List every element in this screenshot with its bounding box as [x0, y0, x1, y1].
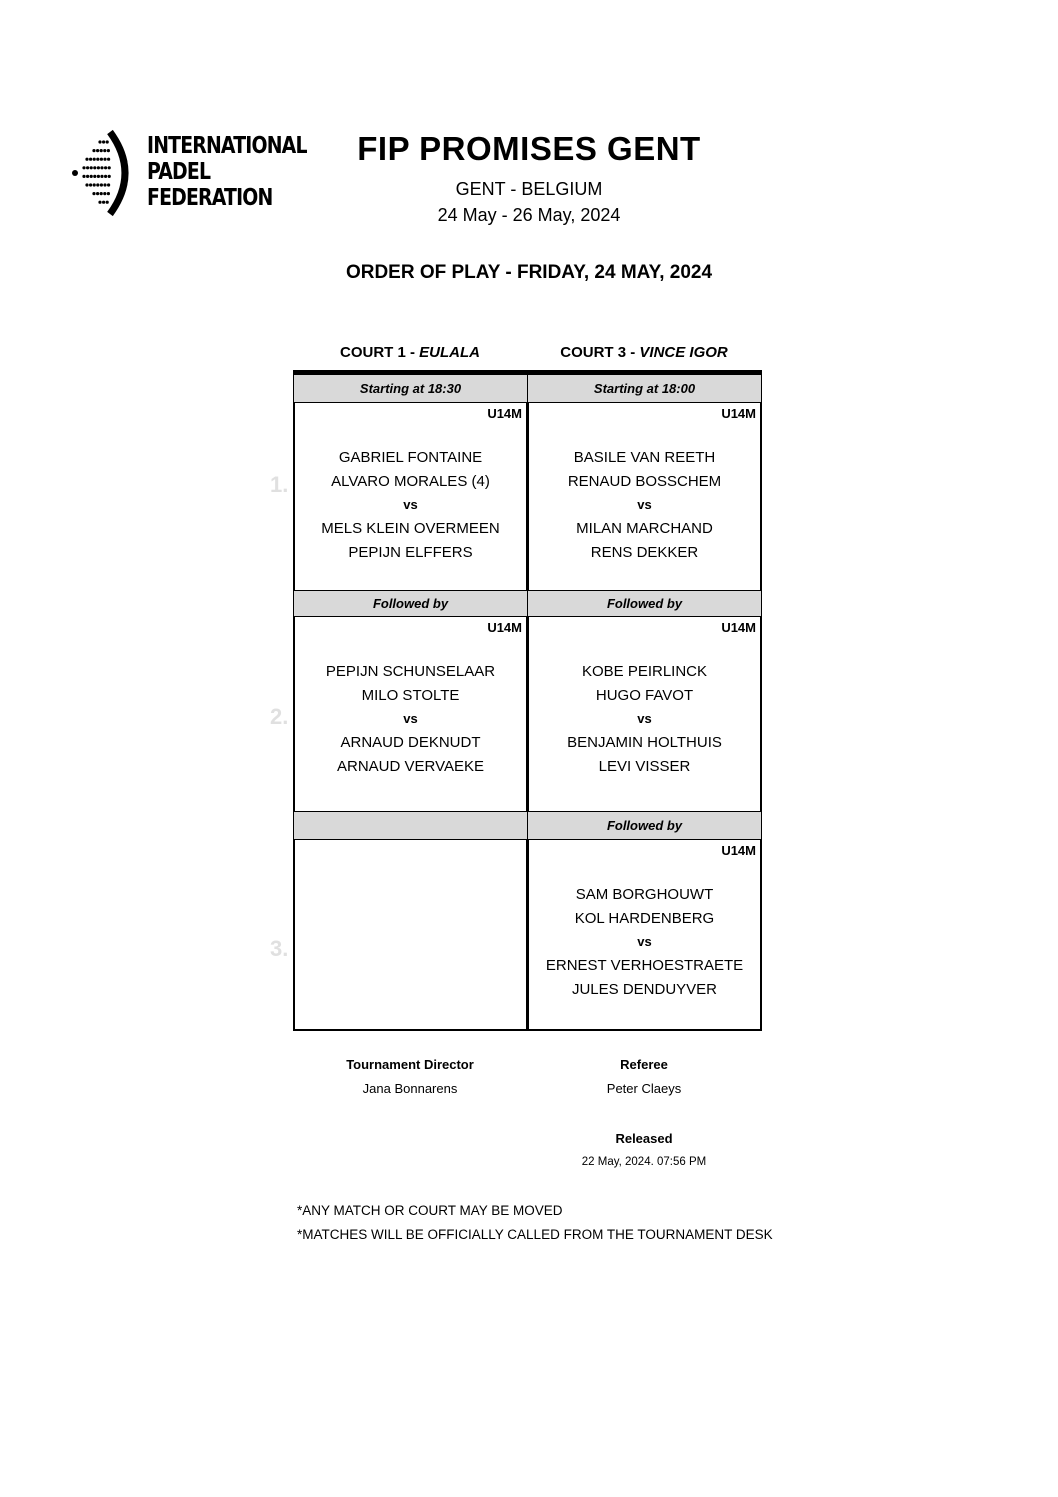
- logo-dot: [108, 175, 111, 178]
- tournament-dates: 24 May - 26 May, 2024: [437, 205, 621, 225]
- court-1-heading: [293, 344, 527, 361]
- logo-dot: [98, 201, 101, 204]
- logo-dot: [92, 149, 95, 152]
- logo-dot: [97, 175, 100, 178]
- logo-dot: [102, 140, 105, 143]
- logo-dot: [82, 175, 85, 178]
- court-3-heading: [527, 344, 761, 361]
- logo-dot: [96, 149, 99, 152]
- logo-dot: [98, 140, 101, 143]
- player-name: HUGO FAVOT: [595, 686, 694, 704]
- logo-dot: [104, 166, 107, 169]
- player-name: RENAUD BOSSCHEM: [567, 472, 722, 490]
- logo-dot: [106, 201, 109, 204]
- match-players: [295, 660, 526, 779]
- released-time: 22 May, 2024. 07:56 PM: [581, 1156, 707, 1168]
- logo-dot: [107, 149, 110, 152]
- note: *MATCHES WILL BE OFFICIALLY CALLED FROM THE TOURNAMENT DESK: [297, 1227, 773, 1242]
- logo-dot: [100, 158, 103, 161]
- fip-logo-text: [147, 133, 307, 211]
- referee-label: Referee: [620, 1057, 668, 1072]
- logo-dot: [100, 183, 103, 186]
- order-of-play-heading: ORDER OF PLAY - FRIDAY, 24 MAY, 2024: [345, 262, 713, 283]
- logo-dot: [96, 158, 99, 161]
- logo-dot: [107, 158, 110, 161]
- referee-name: Peter Claeys: [606, 1081, 682, 1096]
- logo-dot: [100, 166, 103, 169]
- match-cell: [293, 617, 528, 811]
- player-name: GABRIEL FONTAINE: [338, 449, 483, 466]
- player-name: MILAN MARCHAND: [576, 520, 713, 538]
- logo-dot: [89, 158, 92, 161]
- match-cell: [293, 403, 528, 590]
- logo-line: INTERNATIONAL: [147, 133, 307, 159]
- logo-dot: [90, 166, 93, 169]
- match-players: [529, 446, 760, 565]
- versus-label: vs: [637, 934, 652, 950]
- logo-dot: [103, 192, 106, 195]
- followed-by-bar: Followed by: [293, 590, 528, 617]
- player-name: PEPIJN ELFFERS: [348, 543, 473, 561]
- player-name: BENJAMIN HOLTHUIS: [567, 734, 722, 752]
- logo-line: FEDERATION: [147, 185, 273, 211]
- match-players: [529, 883, 760, 1002]
- followed-by-bar: Followed by: [527, 811, 762, 840]
- logo-dot: [100, 149, 103, 152]
- court-venue: EULALA: [419, 344, 480, 361]
- match-category: U14M: [721, 406, 756, 421]
- player-name: MELS KLEIN OVERMEEN: [321, 520, 500, 538]
- tournament-location: GENT - BELGIUM: [455, 179, 603, 199]
- match-category: U14M: [487, 406, 522, 421]
- match-cell: [293, 840, 528, 1031]
- court-name: COURT 3 -: [560, 344, 640, 361]
- logo-dot: [104, 175, 107, 178]
- logo-line: PADEL: [147, 159, 211, 185]
- player-name: PEPIJN SCHUNSELAAR: [325, 663, 496, 680]
- player-name: KOL HARDENBERG: [574, 909, 715, 927]
- row-number: 1.: [270, 472, 289, 497]
- director-name: Jana Bonnarens: [362, 1081, 458, 1096]
- player-name: ERNEST VERHOESTRAETE: [545, 957, 744, 975]
- versus-label: vs: [637, 711, 652, 727]
- followed-by-bar: Followed by: [527, 590, 762, 617]
- fip-logo-icon: [70, 128, 140, 218]
- logo-dot: [102, 201, 105, 204]
- court-venue: VINCE IGOR: [639, 344, 728, 361]
- logo-dot: [96, 192, 99, 195]
- logo-dot: [93, 158, 96, 161]
- match-cell: [527, 617, 762, 811]
- followed-by-bar: [293, 811, 528, 840]
- player-name: ALVARO MORALES (4): [331, 472, 490, 490]
- match-category: U14M: [721, 620, 756, 635]
- player-name: BASILE VAN REETH: [573, 449, 716, 466]
- player-name: ARNAUD DEKNUDT: [340, 734, 481, 752]
- logo-dot: [107, 183, 110, 186]
- director-label: Tournament Director: [346, 1057, 474, 1072]
- logo-dot: [82, 166, 85, 169]
- player-name: KOBE PEIRLINCK: [581, 663, 708, 680]
- logo-dot: [103, 158, 106, 161]
- match-cell: [527, 403, 762, 590]
- versus-label: vs: [403, 497, 418, 513]
- logo-dot: [85, 158, 88, 161]
- start-time-bar: Starting at 18:00: [527, 374, 762, 403]
- logo-dot: [86, 175, 89, 178]
- player-name: LEVI VISSER: [598, 757, 691, 775]
- logo-dot: [93, 166, 96, 169]
- player-name: MILO STOLTE: [361, 686, 460, 704]
- player-name: ARNAUD VERVAEKE: [337, 757, 484, 775]
- logo-dot: [103, 183, 106, 186]
- logo-dot: [100, 175, 103, 178]
- logo-dot: [96, 183, 99, 186]
- logo-dot: [89, 183, 92, 186]
- logo-dot: [85, 183, 88, 186]
- match-players: [529, 660, 760, 779]
- logo-dot: [90, 175, 93, 178]
- logo-dot: [106, 140, 109, 143]
- row-number: 3.: [270, 936, 289, 961]
- start-time-bar: Starting at 18:30: [293, 374, 528, 403]
- row-number: 2.: [270, 704, 289, 729]
- released-label: Released: [615, 1131, 673, 1146]
- versus-label: vs: [403, 711, 418, 727]
- logo-dot: [103, 149, 106, 152]
- tournament-title: FIP PROMISES GENT: [357, 130, 701, 167]
- logo-dot: [108, 166, 111, 169]
- logo-dot: [86, 166, 89, 169]
- match-category: U14M: [721, 843, 756, 858]
- match-category: U14M: [487, 620, 522, 635]
- player-name: SAM BORGHOUWT: [575, 886, 714, 903]
- court-name: COURT 1 -: [340, 344, 420, 361]
- logo-dot: [100, 192, 103, 195]
- logo-dot: [92, 192, 95, 195]
- match-players: [295, 446, 526, 565]
- note: *ANY MATCH OR COURT MAY BE MOVED: [297, 1203, 563, 1218]
- logo-dot: [107, 192, 110, 195]
- player-name: RENS DEKKER: [590, 543, 699, 561]
- versus-label: vs: [637, 497, 652, 513]
- logo-dot: [93, 175, 96, 178]
- match-cell: [527, 840, 762, 1031]
- logo-dot: [93, 183, 96, 186]
- player-name: JULES DENDUYVER: [571, 980, 718, 998]
- logo-dot: [97, 166, 100, 169]
